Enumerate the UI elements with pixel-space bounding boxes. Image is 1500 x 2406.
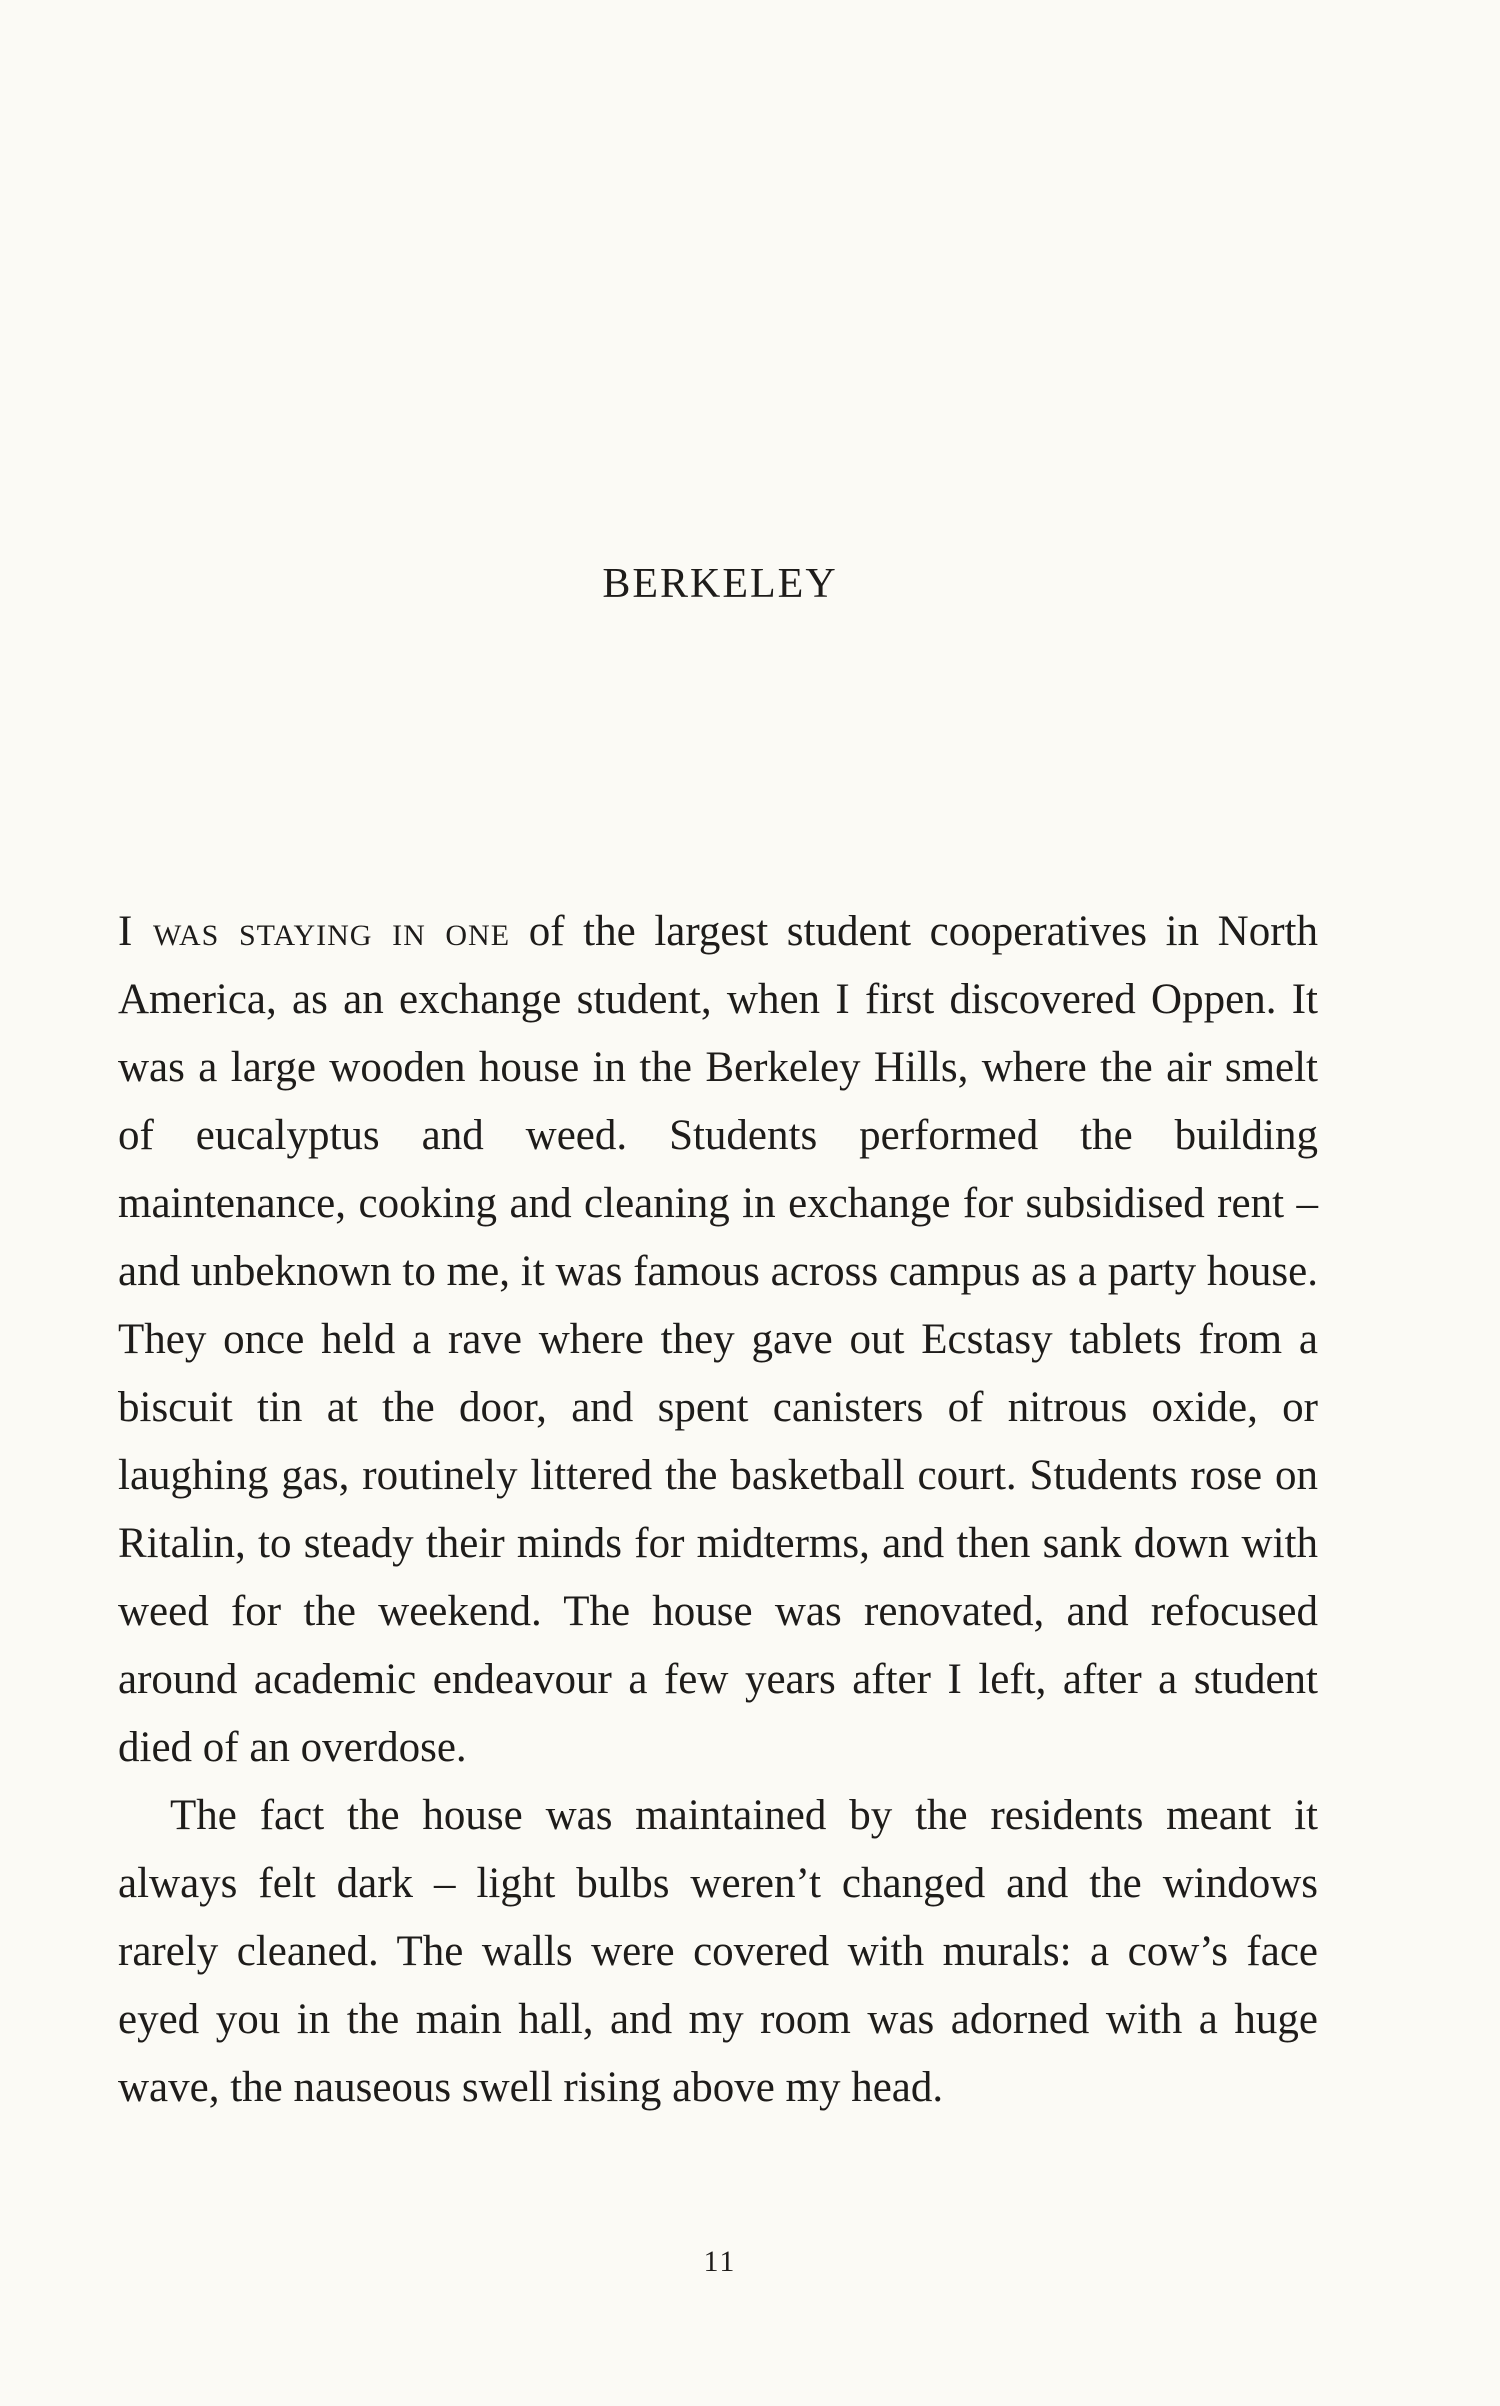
lead-in-smallcaps: I was staying in one [118, 908, 511, 955]
paragraph [118, 898, 1318, 1782]
paragraph [118, 1782, 1318, 2122]
chapter-title: BERKELEY [602, 561, 838, 607]
page-number: 11 [703, 2245, 737, 2278]
paragraph-text: The fact the house was maintained by the residents meant it always felt dark – light bulbs weren’t changed and the windows rarely cleaned. The walls were covered with murals: a cow’s face eyed you in the main hall, and my room was adorned with a huge wave, the nauseous swell rising above my head. [118, 1792, 1318, 2111]
chapter-body [118, 898, 1318, 2122]
paragraph-text: of the largest student cooperatives in North America, as an exchange student, when I first discovered Oppen. It was a large wooden house in the Berkeley Hills, where the air smelt of eucalyptus and weed. Students performed the building maintenance, cooking and cleaning in exchange for subsidised rent – and unbeknown to me, it was famous across campus as a party house. They once held a rave where they gave out Ecstasy tablets from a biscuit tin at the door, and spent canisters of nitrous oxide, or laughing gas, routinely littered the basketball court. Students rose on Ritalin, to steady their minds for midterms, and then sank down with weed for the weekend. The house was renovated, and refocused around academic endeavour a few years after I left, after a student died of an overdose. [118, 908, 1318, 1771]
